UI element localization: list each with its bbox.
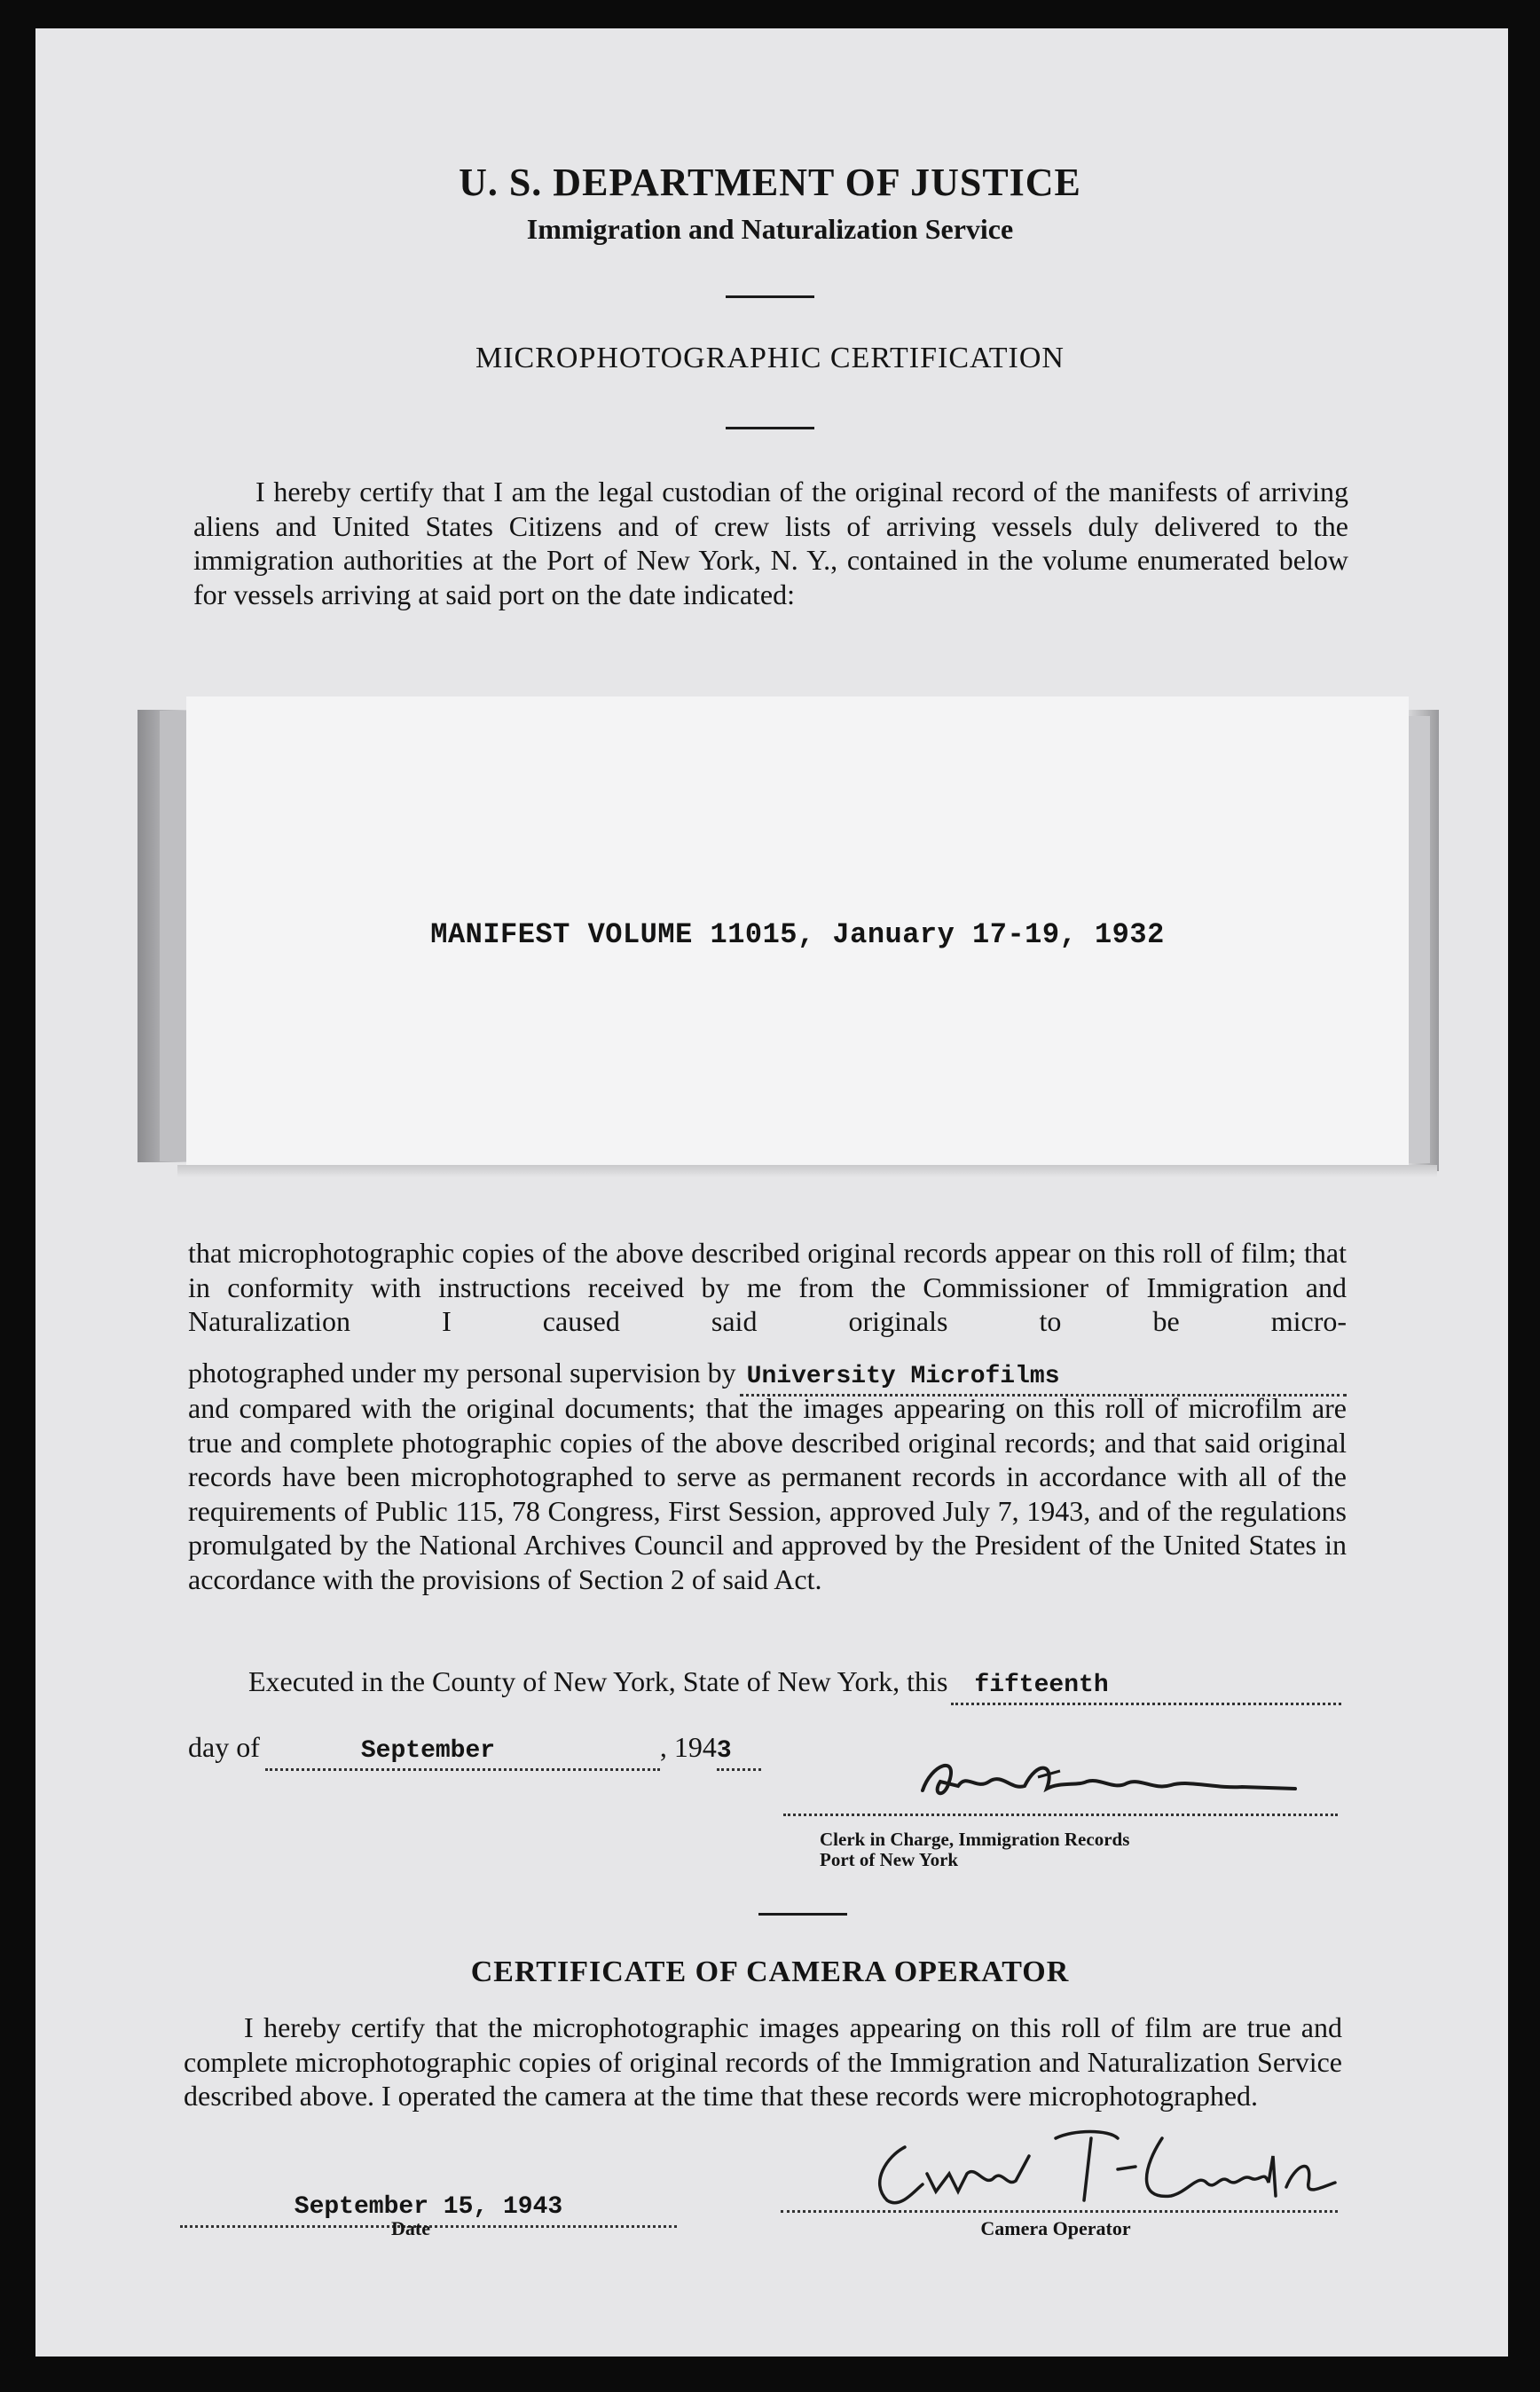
card-shadow	[177, 1165, 1437, 1177]
service-subtitle: Immigration and Naturalization Service	[526, 213, 1014, 245]
supervision-value: University Microfilms	[746, 1363, 1060, 1390]
year-prefix: , 194	[659, 1731, 717, 1763]
clerk-title-line: Clerk in Charge, Immigration Records	[820, 1829, 1130, 1850]
operator-signature-line	[781, 2207, 1338, 2213]
camera-certificate-title: CERTIFICATE OF CAMERA OPERATOR	[470, 1955, 1070, 1988]
body-paragraph-start: that microphotographic copies of the above described original records appear on this roll of film; that in conformity with instructions received by me from the Commissioner of Immigration and Naturalization I caused said originals to be micro-	[188, 1237, 1347, 1337]
cert-date-value: September 15, 1943	[294, 2193, 563, 2221]
certification-heading: MICROPHOTOGRAPHIC CERTIFICATION	[475, 342, 1065, 374]
manifest-volume-text: MANIFEST VOLUME 11015, January 17-19, 1932	[430, 918, 1165, 951]
date-line	[188, 1730, 761, 1771]
camera-operator-signature	[852, 2103, 1348, 2218]
execution-day-field	[951, 1664, 1341, 1705]
card-shadow	[138, 710, 186, 1162]
cert-date-label: Date	[391, 2217, 430, 2239]
divider-rule	[758, 1913, 847, 1916]
execution-day-value: fifteenth	[974, 1672, 1109, 1699]
document-page	[35, 28, 1508, 2357]
divider-rule	[726, 295, 814, 298]
month-field	[265, 1730, 660, 1771]
day-of-label: day of	[188, 1731, 260, 1763]
execution-line	[248, 1664, 1341, 1705]
month-value: September	[360, 1737, 496, 1765]
clerk-signature-line	[783, 1810, 1338, 1816]
body-paragraph-end: and compared with the original documents; that the images appearing on this roll of microfilm are true and complete photographic copies of the above described original records; and that said original records have been microphotographed to serve as permanent records in accordance with all of the requirements of Public 115, 78 Congress, First Session, approved July 7, 1943, and of the regulations promulgated by the National Archives Council and approved by the President of the United States in accordance with the provisions of Section 2 of said Act.	[188, 1392, 1347, 1595]
camera-certificate-paragraph: I hereby certify that the microphotographic images appearing on this roll of film are true and complete microphotographic copies of original records of the Immigration and Naturalization Service described above. I operated the camera at the time that these records were microphotographed.	[184, 2011, 1342, 2112]
card-shadow	[1409, 710, 1439, 1171]
divider-rule	[726, 427, 814, 429]
supervision-label: photographed under my personal supervision by	[188, 1357, 736, 1389]
camera-operator-label: Camera Operator	[980, 2217, 1131, 2239]
clerk-port-line: Port of New York	[820, 1849, 959, 1870]
year-field	[717, 1730, 761, 1771]
intro-paragraph: I hereby certify that I am the legal custodian of the original record of the manifests of arriving aliens and United States Citizens and of crew lists of arriving vessels duly delivered to the immigration authorities at the Port of New York, N. Y., contained in the volume enumerated below for vessels arriving at said port on the date indicated:	[193, 476, 1348, 610]
clerk-signature	[905, 1746, 1313, 1817]
department-title: U. S. DEPARTMENT OF JUSTICE	[459, 161, 1081, 204]
execution-label: Executed in the County of New York, State of New York, this	[248, 1665, 948, 1697]
clerk-title	[820, 1829, 1129, 1870]
year-value: 3	[716, 1737, 732, 1765]
